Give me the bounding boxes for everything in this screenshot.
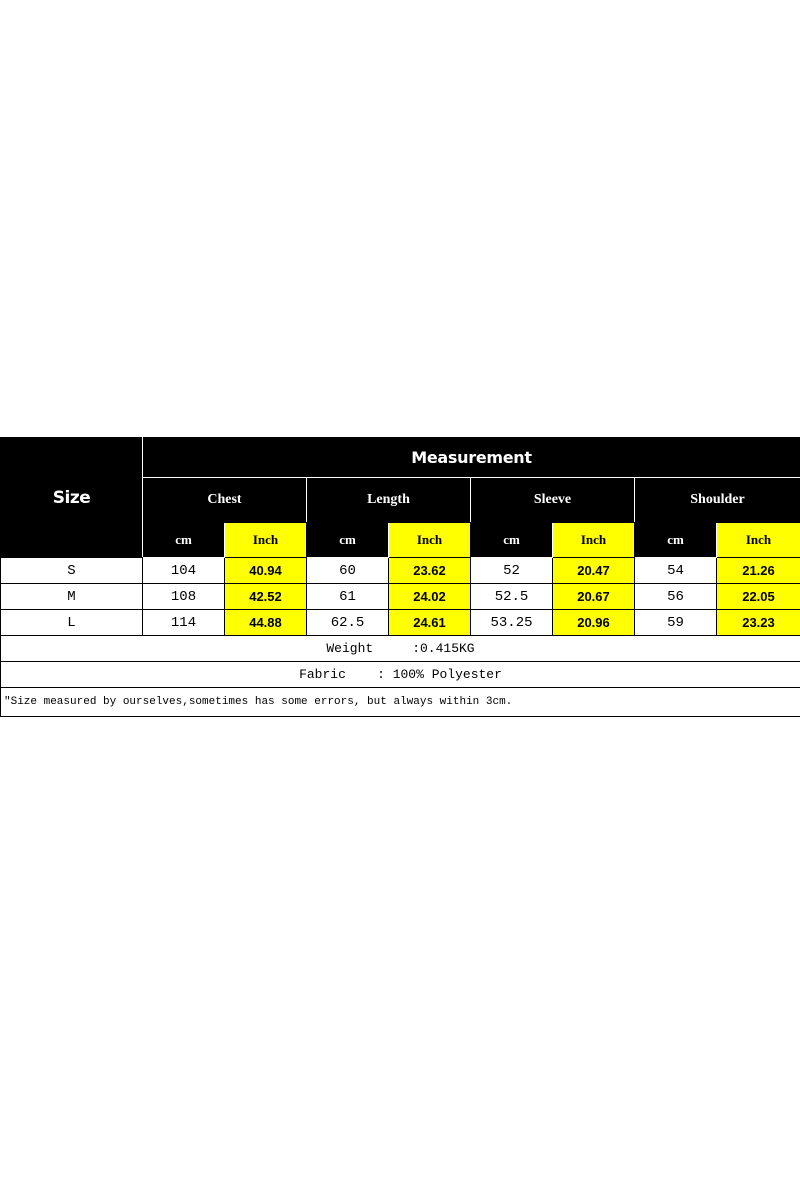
- table-cell: 62.5: [307, 610, 389, 636]
- table-cell: 24.02: [389, 584, 471, 610]
- table-row: [1, 558, 800, 584]
- table-cell: 59: [635, 610, 717, 636]
- table-cell: 60: [307, 558, 389, 584]
- table-cell: 42.52: [225, 584, 307, 610]
- chest-cm-header: cm: [143, 523, 225, 558]
- size-cell: M: [1, 584, 143, 610]
- table-cell: 24.61: [389, 610, 471, 636]
- sleeve-inch-header: Inch: [553, 523, 635, 558]
- shoulder-header: Shoulder: [635, 478, 800, 523]
- table-cell: 23.23: [717, 610, 800, 636]
- table-cell: 52: [471, 558, 553, 584]
- chest-header: Chest: [143, 478, 307, 523]
- table-cell: 23.62: [389, 558, 471, 584]
- shoulder-cm-header: cm: [635, 523, 717, 558]
- table-cell: 54: [635, 558, 717, 584]
- fabric-label: Fabric: [299, 667, 346, 682]
- table-cell: 20.96: [553, 610, 635, 636]
- chest-inch-header: Inch: [225, 523, 307, 558]
- length-cm-header: cm: [307, 523, 389, 558]
- length-inch-header: Inch: [389, 523, 471, 558]
- table-cell: 20.67: [553, 584, 635, 610]
- table-cell: 114: [143, 610, 225, 636]
- table-row: [1, 610, 800, 636]
- shoulder-inch-header: Inch: [717, 523, 800, 558]
- sleeve-cm-header: cm: [471, 523, 553, 558]
- table-cell: 108: [143, 584, 225, 610]
- table-cell: 44.88: [225, 610, 307, 636]
- length-header: Length: [307, 478, 471, 523]
- fabric-row: [1, 662, 800, 688]
- table-cell: 104: [143, 558, 225, 584]
- table-cell: 61: [307, 584, 389, 610]
- table-cell: 21.26: [717, 558, 800, 584]
- size-cell: L: [1, 610, 143, 636]
- table-cell: 53.25: [471, 610, 553, 636]
- size-chart-table: [0, 437, 800, 717]
- weight-value: :0.415KG: [412, 641, 475, 656]
- weight-row: [1, 636, 800, 662]
- size-header: Size: [1, 438, 143, 558]
- weight-label: Weight: [326, 641, 374, 656]
- sleeve-header: Sleeve: [471, 478, 635, 523]
- table-cell: 40.94: [225, 558, 307, 584]
- table-cell: 52.5: [471, 584, 553, 610]
- size-cell: S: [1, 558, 143, 584]
- table-cell: 22.05: [717, 584, 800, 610]
- fabric-value: : 100% Polyester: [377, 667, 502, 682]
- table-cell: 56: [635, 584, 717, 610]
- measurement-header: Measurement: [143, 438, 800, 478]
- table-cell: 20.47: [553, 558, 635, 584]
- table-row: [1, 584, 800, 610]
- size-note: "Size measured by ourselves,sometimes has some errors, but always within 3cm.: [1, 688, 800, 717]
